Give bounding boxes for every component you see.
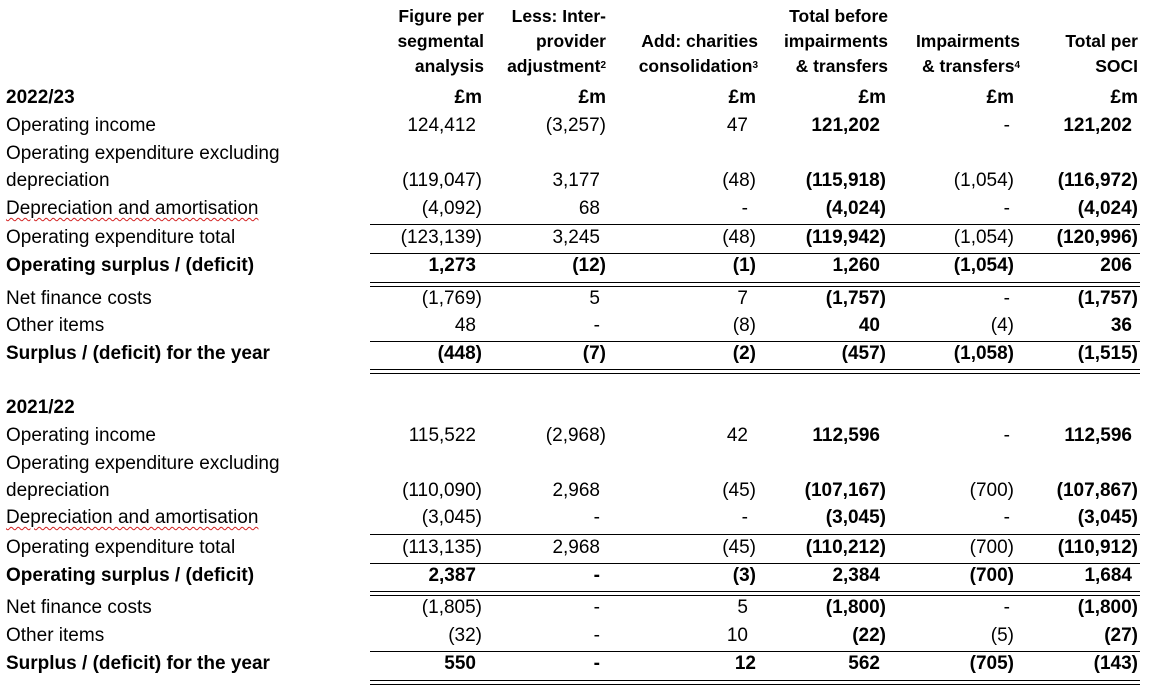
row-label: depreciation [6, 170, 110, 191]
total-double-rule [370, 591, 1140, 596]
cell-value: - [1003, 288, 1010, 309]
cell-value: (1,054) [953, 170, 1014, 191]
cell-value: (2) [732, 343, 756, 364]
col-header-total-soci [1030, 29, 1138, 79]
cell-value: (116,972) [1057, 170, 1138, 191]
col-header-segmental [380, 4, 484, 79]
cell-value: 112,596 [812, 425, 880, 446]
cell-value: 115,522 [408, 425, 476, 446]
row-label: depreciation [6, 480, 110, 501]
cell-value: (1,054) [953, 255, 1014, 276]
cell-value: (705) [969, 653, 1014, 674]
cell-value: (123,139) [400, 227, 482, 248]
unit-label: £m [858, 87, 886, 108]
cell-value: (113,135) [402, 537, 482, 558]
row-label: Operating expenditure total [6, 537, 236, 558]
cell-value: (3,257) [545, 115, 606, 136]
footnote-ref: 2 [600, 60, 606, 71]
cell-value: (107,167) [804, 480, 886, 501]
row-label: Surplus / (deficit) for the year [6, 343, 270, 364]
cell-value: 36 [1110, 315, 1132, 336]
cell-value: (110,912) [1057, 537, 1138, 558]
cell-value: (2,968) [545, 425, 606, 446]
cell-value: (1,800) [825, 597, 886, 618]
row-label: Operating expenditure excluding [6, 453, 280, 474]
unit-label: £m [454, 87, 482, 108]
row-label: Net finance costs [6, 288, 152, 309]
col-header-line: Add: charities [641, 31, 758, 51]
cell-value: 40 [858, 315, 880, 336]
subtotal-rule [370, 224, 1140, 225]
cell-value: (119,942) [805, 227, 886, 248]
col-header-line: provider [535, 31, 606, 51]
col-header-line: Total per [1065, 31, 1138, 51]
footnote-ref: 3 [752, 60, 758, 71]
cell-value: - [1003, 597, 1010, 618]
cell-value: 68 [578, 198, 600, 219]
cell-value: 550 [444, 653, 476, 674]
cell-value: (700) [969, 537, 1014, 558]
cell-value: - [593, 315, 600, 336]
unit-label: £m [986, 87, 1014, 108]
cell-value: (110,090) [402, 480, 482, 501]
col-header-line: Less: Inter- [511, 6, 606, 26]
cell-value: 2,968 [552, 480, 600, 501]
cell-value: (1,054) [953, 227, 1014, 248]
cell-value: - [593, 625, 600, 646]
total-double-rule [370, 680, 1140, 685]
col-header-impairments [892, 29, 1020, 79]
cell-value: (1,757) [1077, 288, 1138, 309]
row-label: Operating income [6, 115, 156, 136]
cell-value: (32) [448, 625, 482, 646]
cell-value: 121,202 [811, 115, 880, 136]
subtotal-rule [370, 651, 1140, 652]
cell-value: - [593, 507, 600, 528]
row-label: Operating income [6, 425, 156, 446]
cell-value: 47 [726, 115, 748, 136]
row-label: Other items [6, 625, 105, 646]
unit-label: £m [1110, 87, 1138, 108]
col-header-charities [614, 29, 758, 79]
cell-value: (700) [969, 480, 1014, 501]
cell-value: - [1003, 425, 1010, 446]
cell-value: 206 [1100, 255, 1132, 276]
row-label: Other items [6, 315, 105, 336]
cell-value: - [593, 653, 600, 674]
cell-value: (457) [841, 343, 886, 364]
footnote-ref: 4 [1014, 60, 1020, 71]
cell-value: (4,024) [1077, 198, 1138, 219]
cell-value: 7 [737, 288, 748, 309]
col-header-interprovider [486, 4, 606, 79]
cell-value: (120,996) [1056, 227, 1138, 248]
cell-value: (12) [572, 255, 606, 276]
col-header-line: analysis [414, 56, 484, 76]
subtotal-rule [370, 563, 1140, 564]
cell-value: - [741, 507, 748, 528]
unit-label: £m [728, 87, 756, 108]
cell-value: (4,024) [825, 198, 886, 219]
cell-value: (107,867) [1056, 480, 1138, 501]
total-double-rule [370, 282, 1140, 287]
cell-value: 48 [454, 315, 476, 336]
cell-value: 1,273 [428, 255, 476, 276]
col-header-line: & transfers [922, 56, 1015, 76]
row-label: Depreciation and amortisation [6, 507, 259, 528]
cell-value: (1,757) [825, 288, 886, 309]
col-header-line: impairments [783, 31, 888, 51]
cell-value: 562 [848, 653, 880, 674]
cell-value: 1,260 [832, 255, 880, 276]
row-label: Depreciation and amortisation [6, 198, 259, 219]
cell-value: (4,092) [421, 198, 482, 219]
cell-value: 112,596 [1064, 425, 1132, 446]
cell-value: - [1003, 507, 1010, 528]
cell-value: (1) [732, 255, 756, 276]
cell-value: (1,769) [421, 288, 482, 309]
cell-value: (143) [1093, 653, 1138, 674]
unit-label: £m [578, 87, 606, 108]
cell-value: (1,800) [1077, 597, 1138, 618]
cell-value: 12 [734, 653, 756, 674]
year-heading: 2022/23 [6, 87, 75, 108]
cell-value: (7) [582, 343, 606, 364]
col-header-total-before [764, 4, 888, 79]
cell-value: 3,177 [552, 170, 600, 191]
cell-value: (3) [732, 565, 756, 586]
cell-value: 42 [726, 425, 748, 446]
col-header-line: Impairments [915, 31, 1020, 51]
col-header-line: & transfers [795, 56, 888, 76]
cell-value: (27) [1104, 625, 1138, 646]
cell-value: (448) [437, 343, 482, 364]
cell-value: (4) [990, 315, 1014, 336]
col-header-line: segmental [397, 31, 484, 51]
cell-value: 121,202 [1063, 115, 1132, 136]
cell-value: (5) [990, 625, 1014, 646]
cell-value: 2,387 [428, 565, 476, 586]
cell-value: (48) [722, 170, 756, 191]
col-header-line: Figure per [398, 6, 484, 26]
cell-value: (119,047) [402, 170, 482, 191]
row-label: Net finance costs [6, 597, 152, 618]
row-label: Operating surplus / (deficit) [6, 565, 255, 586]
cell-value: 2,968 [552, 537, 600, 558]
subtotal-rule [370, 534, 1140, 535]
cell-value: 1,684 [1084, 565, 1132, 586]
cell-value: 2,384 [832, 565, 880, 586]
cell-value: (1,515) [1077, 343, 1138, 364]
subtotal-rule [370, 341, 1140, 342]
cell-value: (1,805) [421, 597, 482, 618]
col-header-line: adjustment [507, 56, 601, 76]
cell-value: (48) [722, 227, 756, 248]
cell-value: (3,045) [825, 507, 886, 528]
col-header-line: SOCI [1095, 56, 1138, 76]
year-heading: 2021/22 [6, 397, 75, 418]
cell-value: (1,058) [953, 343, 1014, 364]
cell-value: 5 [589, 288, 600, 309]
cell-value: (700) [969, 565, 1014, 586]
cell-value: - [741, 198, 748, 219]
cell-value: (22) [852, 625, 886, 646]
cell-value: 124,412 [407, 115, 476, 136]
cell-value: (3,045) [421, 507, 482, 528]
cell-value: - [593, 597, 600, 618]
cell-value: - [593, 565, 600, 586]
cell-value: 5 [737, 597, 748, 618]
cell-value: (110,212) [805, 537, 886, 558]
cell-value: - [1003, 198, 1010, 219]
col-header-line: consolidation [638, 56, 753, 76]
cell-value: (45) [722, 480, 756, 501]
cell-value: (3,045) [1077, 507, 1138, 528]
row-label: Operating surplus / (deficit) [6, 255, 255, 276]
cell-value: - [1003, 115, 1010, 136]
col-header-line: Total before [789, 6, 888, 26]
row-label: Operating expenditure excluding [6, 143, 280, 164]
cell-value: (45) [722, 537, 756, 558]
row-label: Surplus / (deficit) for the year [6, 653, 270, 674]
subtotal-rule [370, 253, 1140, 254]
total-double-rule [370, 369, 1140, 374]
cell-value: 10 [726, 625, 748, 646]
cell-value: 3,245 [552, 227, 600, 248]
cell-value: (8) [732, 315, 756, 336]
cell-value: (115,918) [805, 170, 886, 191]
row-label: Operating expenditure total [6, 227, 236, 248]
